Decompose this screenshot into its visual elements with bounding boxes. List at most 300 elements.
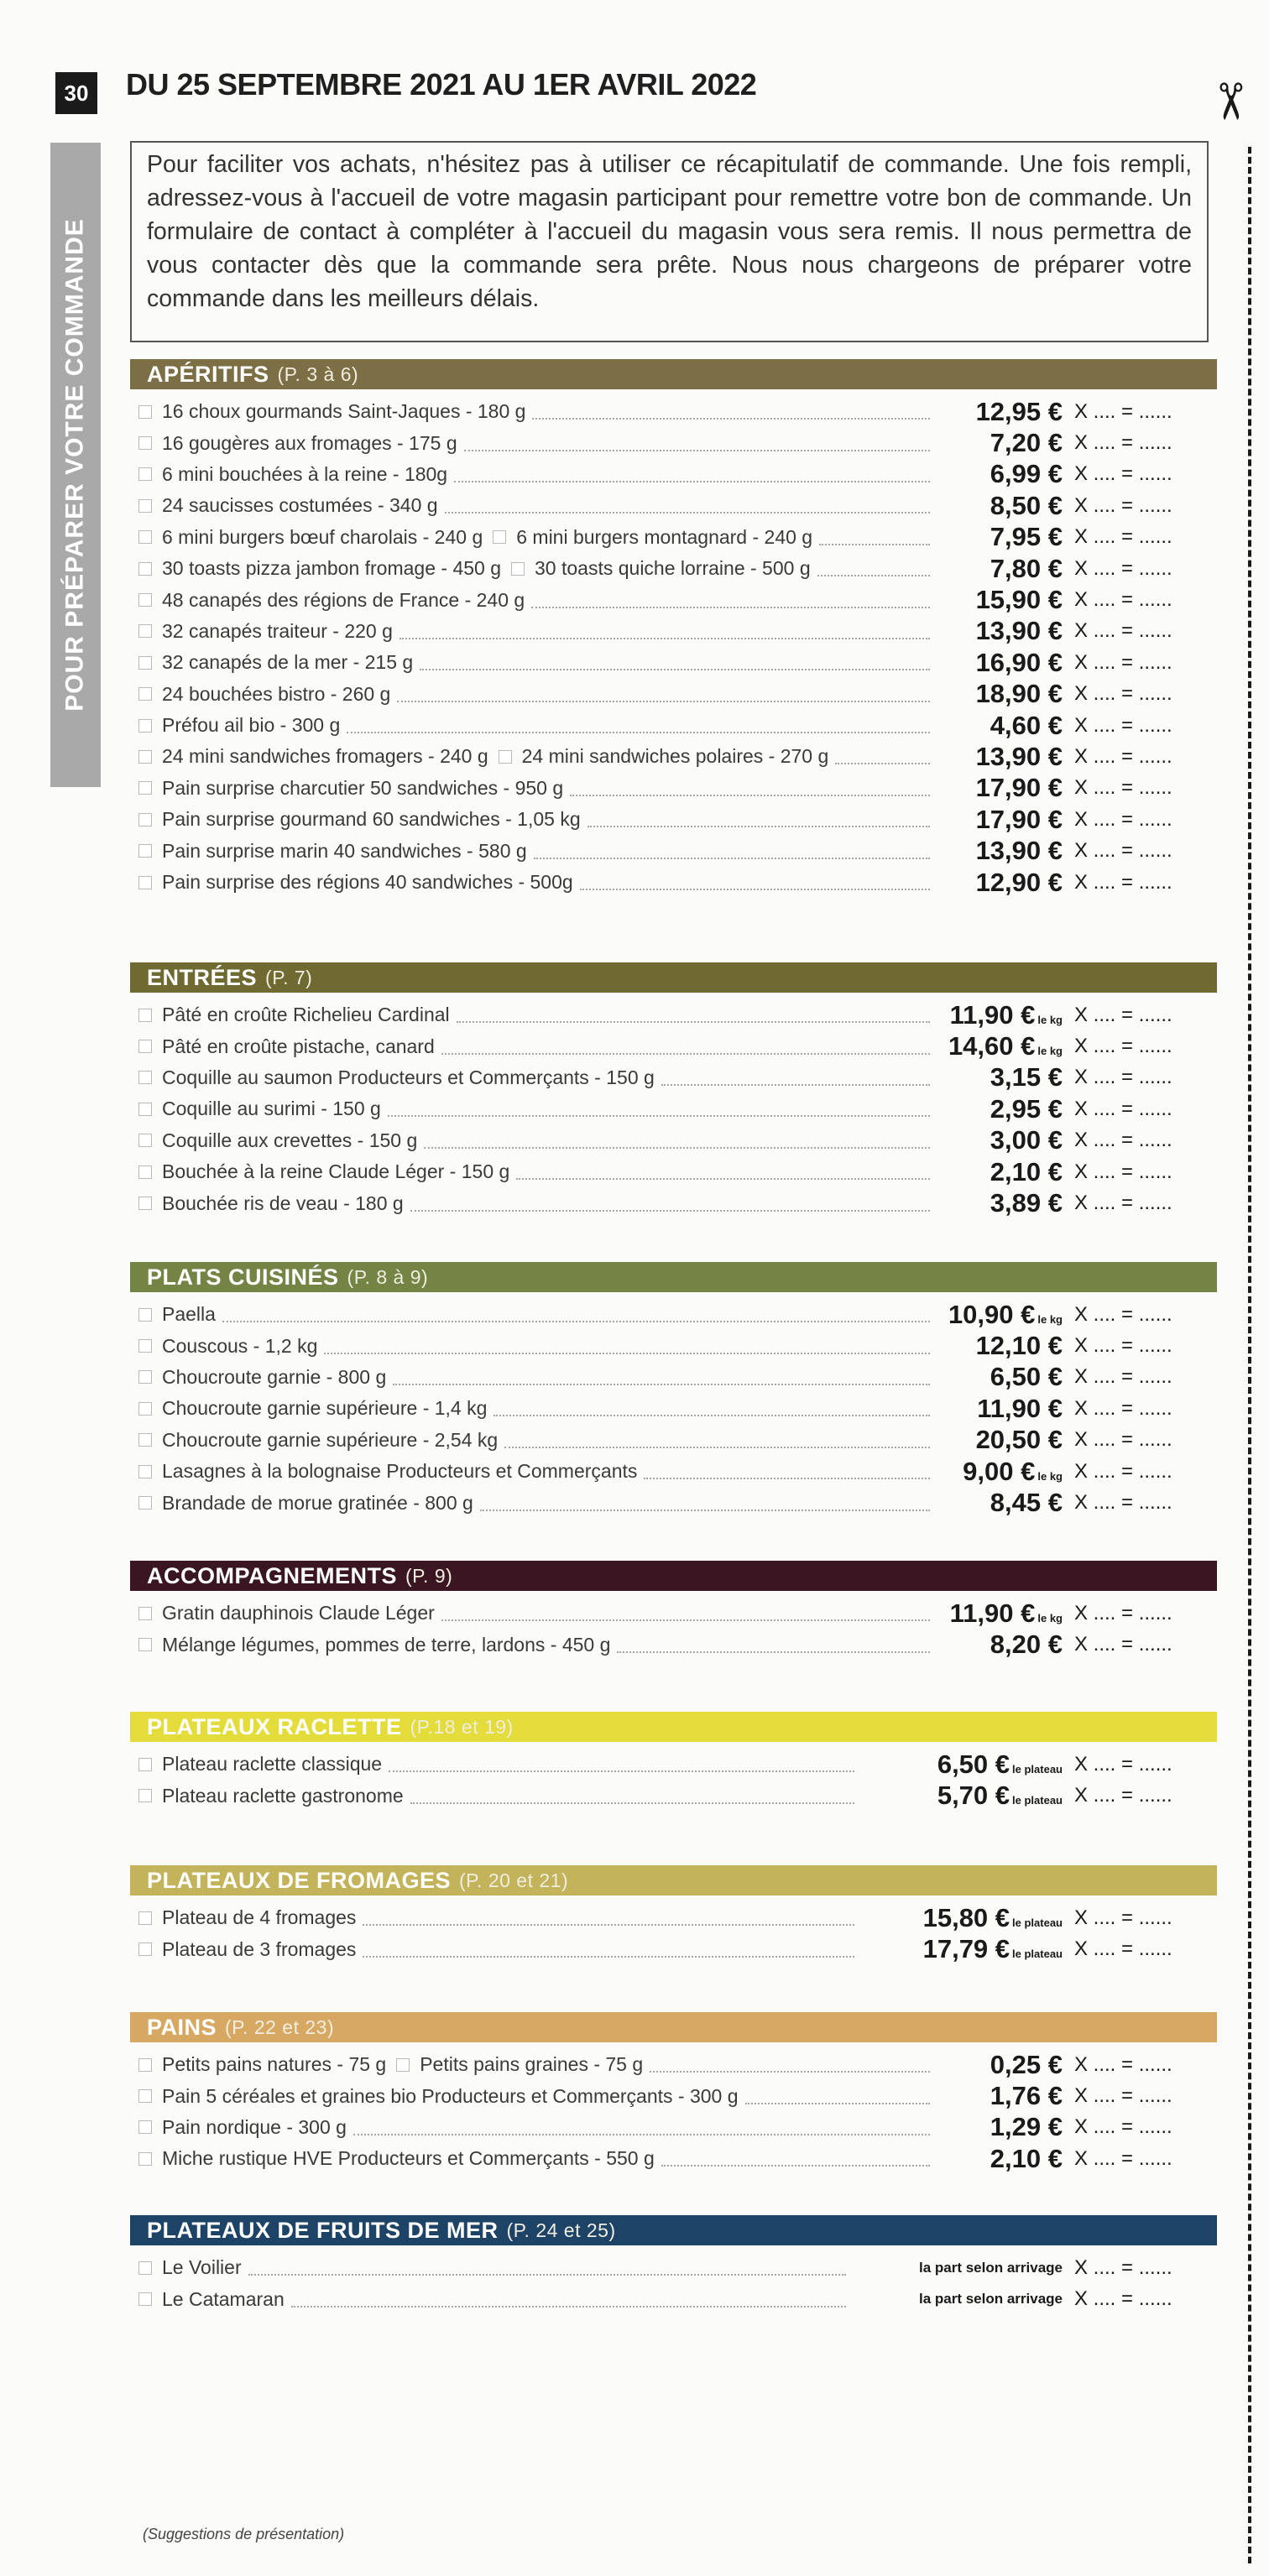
list-item: [130, 804, 1217, 835]
section-entr-es: [130, 962, 1217, 1219]
dot-leader: [397, 700, 930, 702]
item-price: 3,15 €: [990, 1062, 1063, 1092]
item-label: Pain surprise charcutier 50 sandwiches - 950 g: [162, 776, 564, 799]
item-label: Brandade de morue gratinée - 800 g: [162, 1491, 473, 1514]
checkbox[interactable]: [138, 593, 152, 607]
price-unit: le kg: [1037, 1469, 1063, 1483]
item-price: 11,90 €: [977, 1393, 1063, 1423]
checkbox[interactable]: [138, 1370, 152, 1384]
dot-leader: [353, 2133, 930, 2135]
list-item: [130, 1629, 1217, 1660]
item-label-area: [130, 1602, 937, 1624]
dot-leader: [248, 2273, 846, 2276]
section-header: [130, 2012, 1217, 2042]
item-label: Pain surprise marin 40 sandwiches - 580 g: [162, 839, 527, 862]
section-pains: [130, 2012, 1217, 2175]
item-price: 4,60 €: [990, 710, 1063, 740]
quantity-total-field[interactable]: X .... = ......: [1074, 1396, 1172, 1420]
list-item: [130, 1393, 1217, 1424]
section-pages: (P. 7): [265, 966, 313, 988]
item-price: 11,90 € le kg: [949, 999, 1063, 1030]
list-item: [130, 1598, 1217, 1629]
dot-leader: [420, 668, 930, 670]
checkbox[interactable]: [138, 530, 152, 544]
checkbox[interactable]: [138, 499, 152, 513]
dot-leader: [835, 762, 930, 764]
dot-leader: [347, 731, 930, 733]
section-title: APÉRITIFS: [147, 361, 269, 387]
item-price: 7,95 €: [990, 522, 1063, 552]
section-ap-ritifs: [130, 359, 1217, 898]
item-label-area: [130, 1366, 937, 1389]
checkbox[interactable]: [138, 813, 152, 827]
checkbox[interactable]: [493, 530, 506, 544]
item-price: 2,95 €: [990, 1093, 1063, 1124]
checkbox[interactable]: [138, 2120, 152, 2134]
dot-leader: [363, 1923, 854, 1926]
item-price: 8,20 €: [990, 1630, 1063, 1660]
quantity-total-field[interactable]: X .... = ......: [1074, 1752, 1172, 1776]
list-item: [130, 1093, 1217, 1124]
checkbox[interactable]: [138, 1758, 152, 1771]
checkbox[interactable]: [138, 2058, 152, 2072]
item-label-area: [130, 808, 937, 831]
item-label: Paella: [162, 1303, 216, 1326]
dot-leader: [817, 574, 930, 576]
item-price: 20,50 €: [975, 1425, 1063, 1455]
item-label: 16 gougères aux fromages - 175 g: [162, 431, 457, 454]
item-label: Mélange légumes, pommes de terre, lardons - 450 g: [162, 1633, 611, 1656]
item-label: 6 mini bouchées à la reine - 180g: [162, 462, 448, 485]
section-plateaux-raclette: [130, 1712, 1217, 1812]
item-price: 16,90 €: [975, 647, 1063, 677]
item-label-area: [130, 620, 937, 643]
item-price: 5,70 € le plateau: [937, 1781, 1063, 1811]
quantity-total-field[interactable]: X .... = ......: [1074, 2287, 1172, 2311]
quantity-total-field[interactable]: X .... = ......: [1074, 462, 1172, 486]
price-unit: le kg: [1037, 1312, 1063, 1326]
item-price: 17,90 €: [975, 804, 1063, 834]
list-item: [130, 427, 1217, 458]
item-label-area: [130, 1460, 937, 1483]
list-item: [130, 835, 1217, 866]
item-label: 24 mini sandwiches polaires - 270 g: [521, 745, 829, 768]
section-pages: (P.18 et 19): [410, 1715, 514, 1738]
quantity-total-field[interactable]: X .... = ......: [1074, 807, 1172, 831]
item-list: [130, 993, 1217, 1219]
quantity-total-field[interactable]: X .... = ......: [1074, 2084, 1172, 2108]
checkbox[interactable]: [138, 624, 152, 638]
checkbox[interactable]: [138, 687, 152, 701]
price-unit: le plateau: [1012, 1916, 1063, 1929]
dot-leader: [480, 1509, 930, 1511]
price-unit: le plateau: [1012, 1948, 1063, 1961]
section-header: [130, 962, 1217, 993]
dot-leader: [588, 825, 930, 827]
quantity-total-field[interactable]: X .... = ......: [1074, 2052, 1172, 2076]
item-label-area: [130, 840, 937, 863]
quantity-total-field[interactable]: X .... = ......: [1074, 1160, 1172, 1183]
item-label: 32 canapés traiteur - 220 g: [162, 619, 393, 642]
list-item: [130, 1456, 1217, 1487]
item-label: Miche rustique HVE Producteurs et Commerçants - 550 g: [162, 2147, 655, 2170]
quantity-total-field[interactable]: X .... = ......: [1074, 1459, 1172, 1483]
item-label: Choucroute garnie - 800 g: [162, 1365, 387, 1388]
item-label-area: [130, 400, 937, 423]
item-label-area: [130, 1634, 937, 1656]
checkbox[interactable]: [138, 405, 152, 419]
dot-leader: [441, 1052, 930, 1055]
quantity-total-field[interactable]: X .... = ......: [1074, 431, 1172, 455]
quantity-total-field[interactable]: X .... = ......: [1074, 1035, 1172, 1058]
quantity-total-field[interactable]: X .... = ......: [1074, 776, 1172, 800]
section-header: [130, 1865, 1217, 1895]
price-unit: le plateau: [1012, 1794, 1063, 1807]
item-label-area: [130, 714, 937, 737]
item-label: Petits pains graines - 75 g: [420, 2053, 644, 2076]
item-list: [130, 2245, 1217, 2315]
checkbox[interactable]: [511, 562, 525, 576]
dot-leader: [661, 2164, 930, 2167]
dot-leader: [745, 2102, 930, 2104]
dot-leader: [291, 2305, 846, 2307]
item-label: Préfou ail bio - 300 g: [162, 714, 341, 737]
item-price: 12,95 €: [975, 396, 1063, 426]
price-unit: le kg: [1037, 1045, 1063, 1058]
dot-leader: [393, 1383, 930, 1385]
section-plateaux-de-fromages: [130, 1865, 1217, 1965]
dot-leader: [410, 1209, 930, 1212]
checkbox[interactable]: [138, 562, 152, 576]
item-label-area: [130, 1066, 937, 1089]
item-price: 3,89 €: [990, 1188, 1063, 1218]
item-label-area: [130, 2147, 937, 2170]
date-range-title: DU 25 SEPTEMBRE 2021 AU 1ER AVRIL 2022: [126, 67, 757, 102]
checkbox[interactable]: [138, 1339, 152, 1353]
list-item: [130, 741, 1217, 772]
checkbox[interactable]: [138, 1465, 152, 1478]
dot-leader: [388, 1114, 930, 1117]
item-price: 1,76 €: [990, 2081, 1063, 2111]
quantity-total-field[interactable]: X .... = ......: [1074, 1491, 1172, 1515]
cut-line: [1248, 147, 1251, 2563]
quantity-total-field[interactable]: X .... = ......: [1074, 1192, 1172, 1215]
list-item: [130, 396, 1217, 427]
item-label: Coquille aux crevettes - 150 g: [162, 1129, 418, 1151]
checkbox[interactable]: [138, 1911, 152, 1925]
item-label-area: [130, 2053, 937, 2076]
item-label-area: [130, 683, 937, 706]
list-item: [130, 1187, 1217, 1218]
section-pages: (P. 3 à 6): [277, 362, 359, 385]
quantity-total-field[interactable]: X .... = ......: [1074, 1633, 1172, 1656]
item-label-area: [130, 1429, 937, 1452]
dot-leader: [464, 449, 930, 451]
checkbox[interactable]: [138, 2292, 152, 2306]
quantity-total-field[interactable]: X .... = ......: [1074, 1906, 1172, 1929]
section-title: PLATEAUX DE FROMAGES: [147, 1867, 452, 1893]
item-label: Couscous - 1,2 kg: [162, 1334, 318, 1357]
item-price: 7,20 €: [990, 428, 1063, 458]
checkbox[interactable]: [138, 876, 152, 889]
dot-leader: [531, 606, 930, 608]
section-plats-cuisin-s: [130, 1262, 1217, 1519]
checkbox[interactable]: [138, 750, 152, 764]
dot-leader: [570, 794, 930, 796]
item-price: 18,90 €: [975, 679, 1063, 709]
item-price: 1,29 €: [990, 2112, 1063, 2142]
checkbox[interactable]: [138, 1496, 152, 1510]
item-note: la part selon arrivage: [918, 2259, 1063, 2276]
list-item: [130, 1299, 1217, 1330]
dot-leader: [532, 417, 930, 420]
item-price: 10,90 € le kg: [948, 1299, 1063, 1329]
checkbox[interactable]: [396, 2058, 410, 2072]
quantity-total-field[interactable]: X .... = ......: [1074, 682, 1172, 706]
list-item: [130, 1487, 1217, 1518]
item-price: 6,99 €: [990, 459, 1063, 489]
item-price: 14,60 € le kg: [948, 1031, 1063, 1061]
quantity-total-field[interactable]: X .... = ......: [1074, 493, 1172, 517]
item-label: 6 mini burgers bœuf charolais - 240 g: [162, 525, 483, 548]
quantity-total-field[interactable]: X .... = ......: [1074, 525, 1172, 549]
section-title: PLATEAUX DE FRUITS DE MER: [147, 2217, 499, 2243]
list-item: [130, 2049, 1217, 2080]
item-label-area: [130, 494, 937, 517]
checkbox[interactable]: [138, 781, 152, 795]
quantity-total-field[interactable]: X .... = ......: [1074, 1601, 1172, 1624]
section-header: [130, 359, 1217, 389]
checkbox[interactable]: [138, 844, 152, 858]
item-label: Petits pains natures - 75 g: [162, 2053, 387, 2076]
quantity-total-field[interactable]: X .... = ......: [1074, 619, 1172, 643]
item-label-area: [130, 1492, 937, 1515]
item-price: 8,45 €: [990, 1488, 1063, 1518]
list-item: [130, 1125, 1217, 1156]
quantity-total-field[interactable]: X .... = ......: [1074, 1428, 1172, 1452]
dot-leader: [819, 543, 930, 545]
section-header: [130, 2215, 1217, 2245]
item-note: la part selon arrivage: [918, 2291, 1063, 2307]
quantity-total-field[interactable]: X .... = ......: [1074, 1937, 1172, 1961]
checkbox[interactable]: [138, 2152, 152, 2166]
checkbox[interactable]: [138, 2089, 152, 2103]
section-title: PAINS: [147, 2014, 217, 2040]
list-item: [130, 1425, 1217, 1456]
quantity-total-field[interactable]: X .... = ......: [1074, 556, 1172, 580]
checkbox[interactable]: [138, 1134, 152, 1147]
item-label: 24 bouchées bistro - 260 g: [162, 682, 391, 705]
dot-leader: [650, 2070, 930, 2073]
intro-text: Pour faciliter vos achats, n'hésitez pas à utiliser ce récapitulatif de commande. Une fois rempli, adressez-vous à l'accueil de votre magasin participant pour remettre votre bon de commande. Un formulaire de contact à compléter à l'accueil du magasin vous sera remis. Il nous permettra de vous contacter dès que la commande sera prête. Nous nous chargeons de préparer votre commande dans les meilleurs délais.: [130, 141, 1209, 342]
item-list: [130, 2042, 1217, 2175]
item-label-area: [130, 871, 937, 894]
dot-leader: [644, 1477, 930, 1479]
checkbox[interactable]: [138, 719, 152, 733]
item-price: 12,10 €: [975, 1331, 1063, 1361]
item-label: 30 toasts pizza jambon fromage - 450 g: [162, 557, 502, 580]
item-list: [130, 1591, 1217, 1661]
checkbox[interactable]: [138, 1607, 152, 1620]
list-item: [130, 522, 1217, 553]
list-item: [130, 2080, 1217, 2111]
list-item: [130, 2143, 1217, 2174]
item-list: [130, 1292, 1217, 1519]
section-title: ACCOMPAGNEMENTS: [147, 1562, 398, 1588]
checkbox[interactable]: [138, 1040, 152, 1053]
quantity-total-field[interactable]: X .... = ......: [1074, 713, 1172, 737]
quantity-total-field[interactable]: X .... = ......: [1074, 588, 1172, 612]
item-label-area: [130, 1160, 937, 1183]
item-label-area: [130, 1098, 937, 1120]
quantity-total-field[interactable]: X .... = ......: [1074, 2255, 1172, 2279]
quantity-total-field[interactable]: X .... = ......: [1074, 1784, 1172, 1807]
item-label-area: [130, 745, 937, 768]
item-label: Bouchée à la reine Claude Léger - 150 g: [162, 1160, 510, 1183]
item-label: Pâté en croûte pistache, canard: [162, 1035, 435, 1057]
quantity-total-field[interactable]: X .... = ......: [1074, 650, 1172, 674]
item-label-area: [130, 1753, 861, 1776]
item-label: Pain 5 céréales et graines bio Producteurs et Commerçants - 300 g: [162, 2084, 739, 2107]
checkbox[interactable]: [138, 1433, 152, 1447]
item-label: Pain surprise gourmand 60 sandwiches - 1,05 kg: [162, 808, 581, 831]
item-price: 17,90 €: [975, 773, 1063, 803]
checkbox[interactable]: [138, 1308, 152, 1322]
list-item: [130, 490, 1217, 521]
quantity-total-field[interactable]: X .... = ......: [1074, 2146, 1172, 2170]
list-item: [130, 584, 1217, 615]
checkbox[interactable]: [138, 2261, 152, 2275]
item-label: Plateau de 4 fromages: [162, 1906, 357, 1929]
item-price: 9,00 € le kg: [963, 1456, 1063, 1486]
dot-leader: [410, 1802, 854, 1804]
item-label: Coquille au saumon Producteurs et Commerçants - 150 g: [162, 1066, 655, 1088]
item-label: Lasagnes à la bolognaise Producteurs et Commerçants: [162, 1460, 638, 1483]
quantity-total-field[interactable]: X .... = ......: [1074, 1302, 1172, 1326]
section-header: [130, 1561, 1217, 1591]
list-item: [130, 1030, 1217, 1061]
dot-leader: [445, 511, 930, 514]
quantity-total-field[interactable]: X .... = ......: [1074, 399, 1172, 423]
checkbox[interactable]: [138, 656, 152, 670]
item-label-area: [130, 1004, 937, 1026]
quantity-total-field[interactable]: X .... = ......: [1074, 1003, 1172, 1026]
item-price: 2,10 €: [990, 1156, 1063, 1186]
dot-leader: [441, 1619, 930, 1621]
dot-leader: [424, 1146, 930, 1149]
quantity-total-field[interactable]: X .... = ......: [1074, 1129, 1172, 1152]
dot-leader: [534, 857, 930, 859]
quantity-total-field[interactable]: X .... = ......: [1074, 2115, 1172, 2139]
item-price: 17,79 € le plateau: [922, 1934, 1063, 1964]
checkbox[interactable]: [138, 1165, 152, 1179]
quantity-total-field[interactable]: X .... = ......: [1074, 870, 1172, 894]
checkbox[interactable]: [138, 1789, 152, 1802]
item-label: Gratin dauphinois Claude Léger: [162, 1602, 435, 1624]
item-label-area: [130, 432, 937, 455]
section-pages: (P. 8 à 9): [347, 1265, 429, 1288]
item-label: Bouchée ris de veau - 180 g: [162, 1192, 404, 1214]
item-label: 48 canapés des régions de France - 240 g: [162, 588, 525, 611]
item-label-area: [130, 1397, 937, 1420]
item-label-area: [130, 1785, 861, 1807]
list-item: [130, 1362, 1217, 1393]
checkbox[interactable]: [138, 1071, 152, 1084]
section-pages: (P. 22 et 23): [225, 2015, 335, 2038]
quantity-total-field[interactable]: X .... = ......: [1074, 839, 1172, 863]
page-number: 30: [55, 72, 97, 114]
section-pages: (P. 9): [405, 1564, 453, 1587]
item-label: Pain nordique - 300 g: [162, 2115, 347, 2138]
item-price: 0,25 €: [990, 2049, 1063, 2079]
dot-leader: [661, 1083, 930, 1086]
item-price: 12,90 €: [975, 867, 1063, 897]
list-item: [130, 647, 1217, 678]
quantity-total-field[interactable]: X .... = ......: [1074, 1334, 1172, 1358]
section-title: PLATEAUX RACLETTE: [147, 1713, 402, 1739]
item-label: Plateau raclette gastronome: [162, 1784, 404, 1807]
checkbox[interactable]: [138, 1197, 152, 1210]
checkbox[interactable]: [138, 467, 152, 481]
item-label-area: [130, 526, 937, 549]
dot-leader: [617, 1650, 930, 1653]
price-unit: le kg: [1037, 1611, 1063, 1624]
item-label-area: [130, 1906, 861, 1929]
list-item: [130, 867, 1217, 898]
list-item: [130, 1749, 1217, 1780]
checkbox[interactable]: [138, 436, 152, 450]
checkbox[interactable]: [138, 1009, 152, 1022]
list-item: [130, 553, 1217, 584]
dot-leader: [389, 1770, 854, 1772]
quantity-total-field[interactable]: X .... = ......: [1074, 1097, 1172, 1120]
dot-leader: [222, 1320, 930, 1322]
dot-leader: [457, 1020, 930, 1023]
dot-leader: [516, 1177, 930, 1180]
item-label-area: [130, 651, 937, 674]
section-pages: (P. 20 et 21): [459, 1869, 569, 1891]
checkbox[interactable]: [499, 750, 512, 764]
item-label: Pâté en croûte Richelieu Cardinal: [162, 1004, 450, 1026]
price-unit: le kg: [1037, 1013, 1063, 1026]
section-plateaux-de-fruits-de-mer: [130, 2215, 1217, 2315]
list-item: [130, 1330, 1217, 1361]
list-item: [130, 999, 1217, 1030]
section-accompagnements: [130, 1561, 1217, 1661]
item-price: 6,50 € le plateau: [937, 1749, 1063, 1779]
item-label-area: [130, 1938, 861, 1961]
item-label: Choucroute garnie supérieure - 2,54 kg: [162, 1428, 499, 1451]
checkbox[interactable]: [138, 1103, 152, 1116]
list-item: [130, 2283, 1217, 2314]
item-price: 2,10 €: [990, 2143, 1063, 2173]
quantity-total-field[interactable]: X .... = ......: [1074, 1365, 1172, 1389]
item-price: 13,90 €: [975, 836, 1063, 866]
section-pages: (P. 24 et 25): [506, 2219, 616, 2241]
item-price: 7,80 €: [990, 553, 1063, 583]
item-price: 13,90 €: [975, 741, 1063, 771]
side-banner-label: POUR PRÉPARER VOTRE COMMANDE: [61, 218, 90, 712]
item-label: 16 choux gourmands Saint-Jaques - 180 g: [162, 400, 526, 423]
checkbox[interactable]: [138, 1638, 152, 1651]
item-list: [130, 389, 1217, 898]
item-label: Pain surprise des régions 40 sandwiches - 500g: [162, 871, 573, 894]
checkbox[interactable]: [138, 1402, 152, 1416]
quantity-total-field[interactable]: X .... = ......: [1074, 1066, 1172, 1089]
quantity-total-field[interactable]: X .... = ......: [1074, 744, 1172, 768]
section-header: [130, 1262, 1217, 1292]
checkbox[interactable]: [138, 1942, 152, 1956]
